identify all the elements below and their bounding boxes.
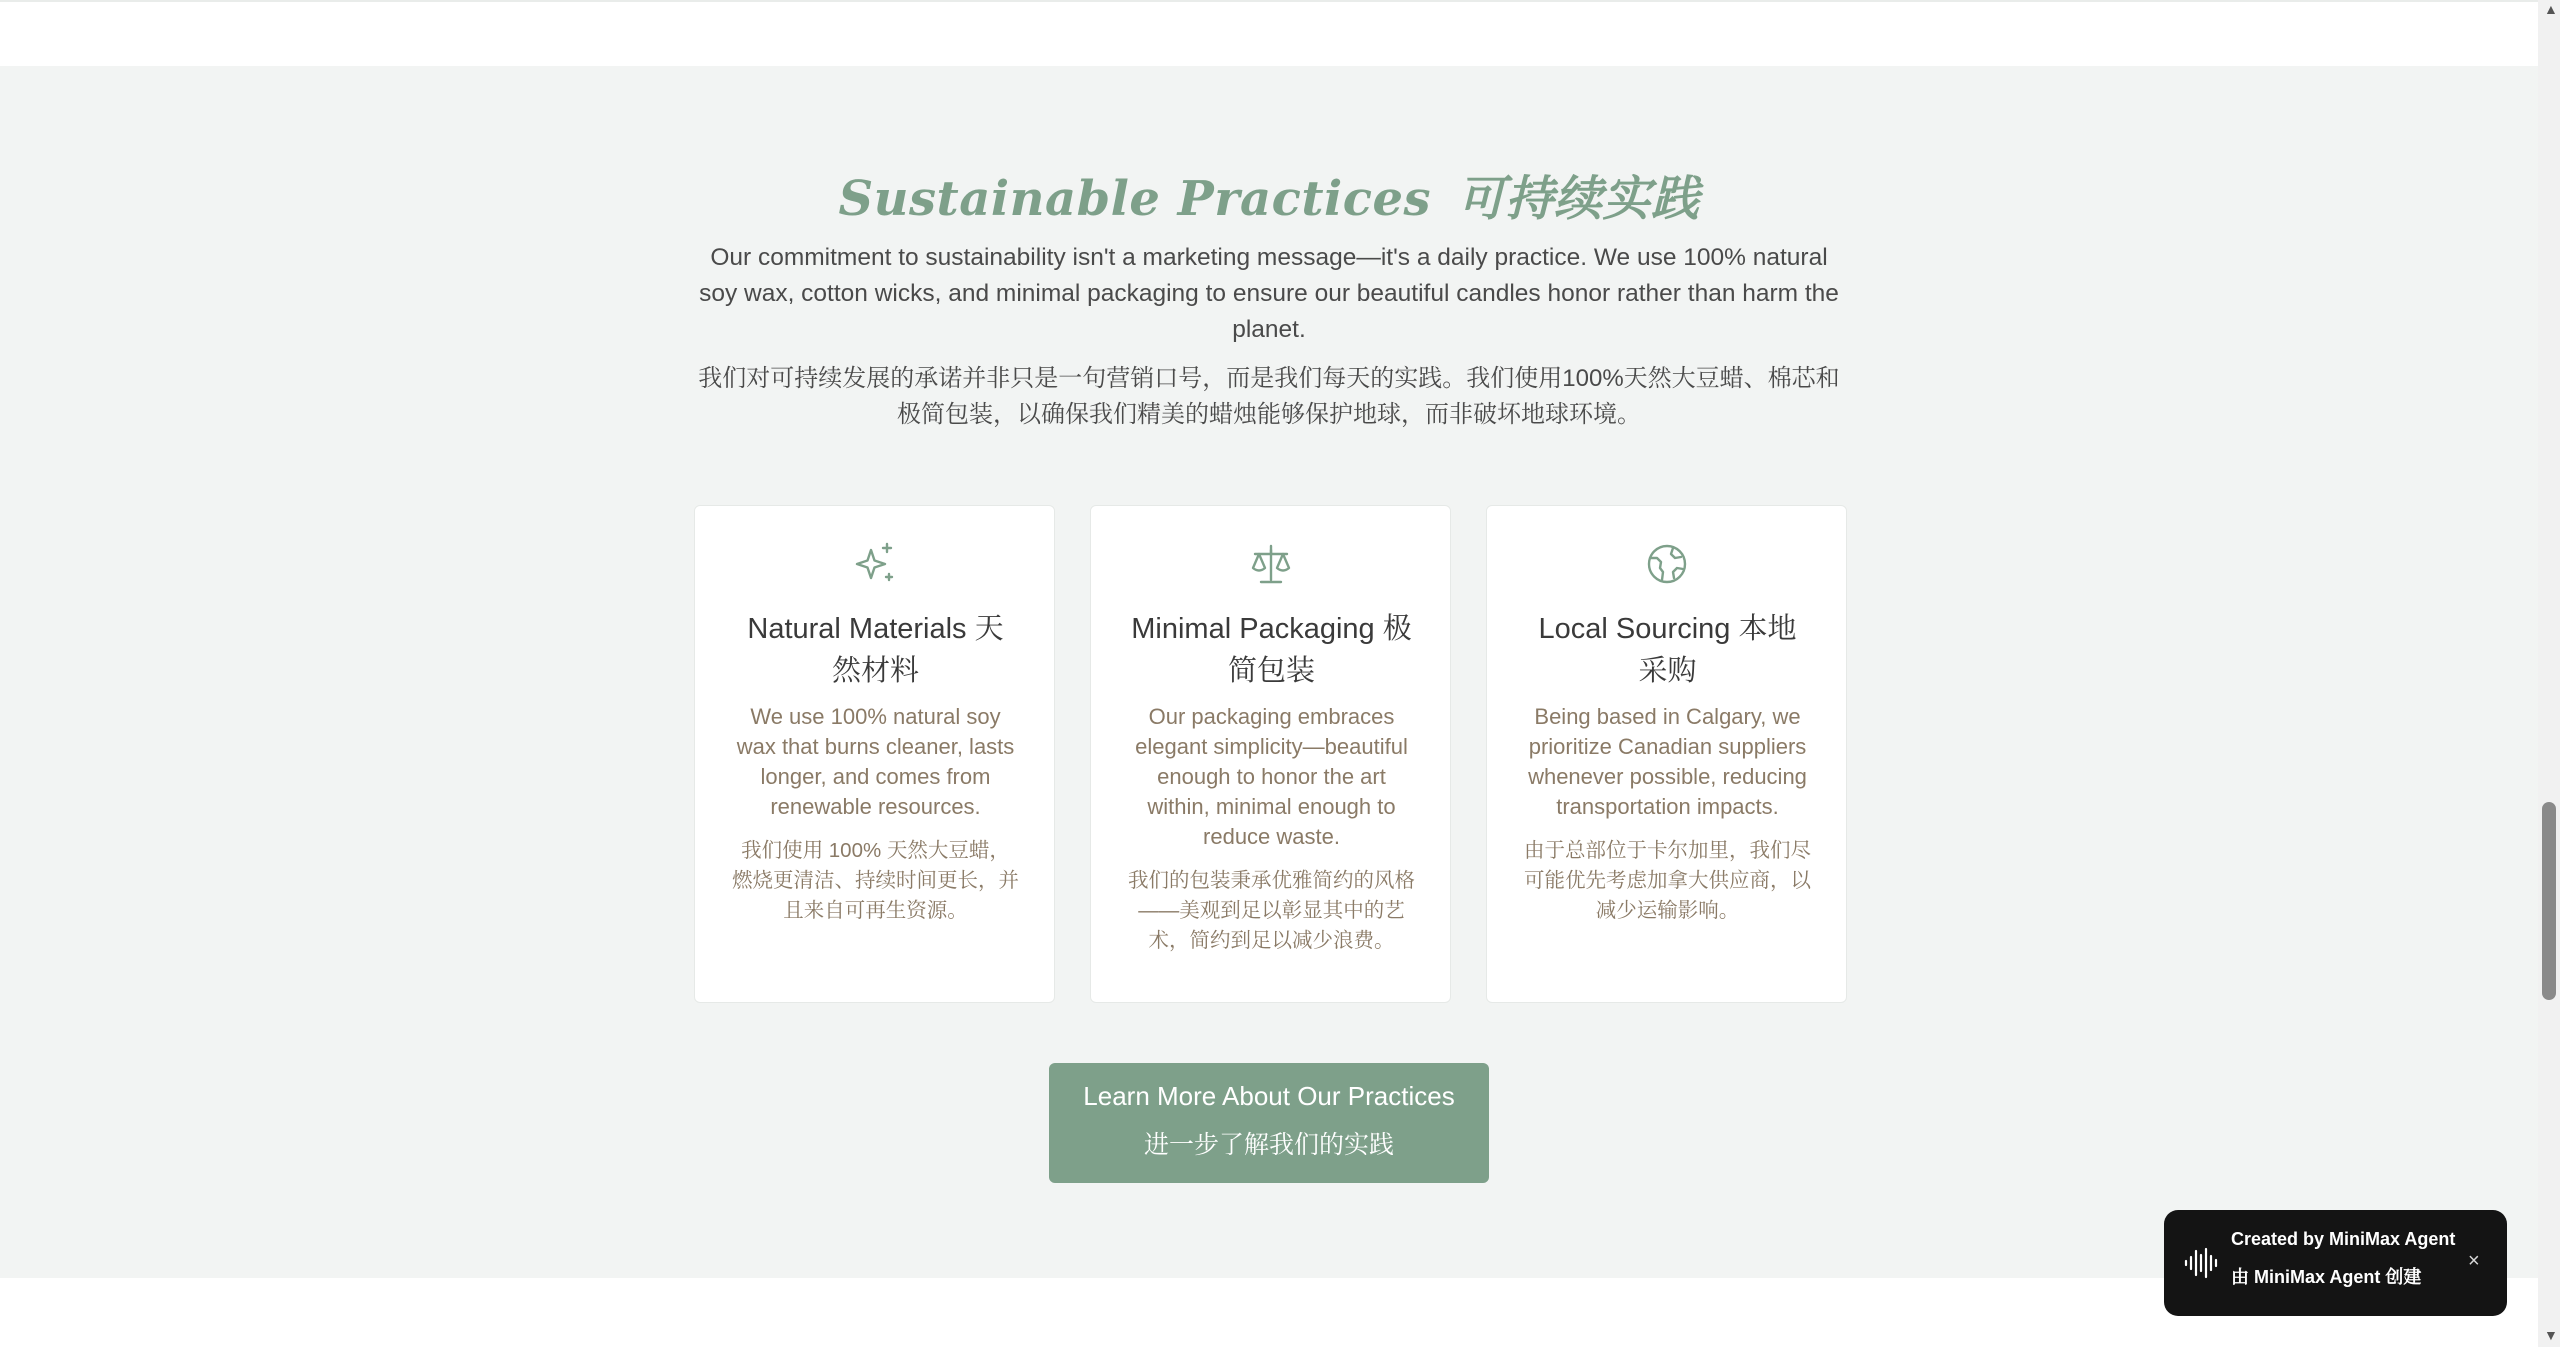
card-description-cn: 我们使用 100% 天然大豆蜡，燃烧更清洁、持续时间更长，并且来自可再生资源。: [732, 839, 1019, 922]
audio-wave-icon: [2184, 1247, 2220, 1279]
scrollbar-thumb[interactable]: [2542, 802, 2556, 1000]
card-title: Natural Materials 天然材料: [747, 613, 1004, 687]
learn-more-label-en: Learn More About Our Practices: [1083, 1081, 1455, 1111]
globe-icon: [1487, 540, 1846, 588]
section-title-en: Sustainable Practices: [838, 171, 1432, 227]
learn-more-label-cn: 进一步了解我们的实践: [1143, 1131, 1394, 1159]
next-section: [0, 1278, 2538, 1347]
minimax-agent-badge[interactable]: [2164, 1210, 2507, 1316]
section-title: [0, 160, 2538, 229]
learn-more-button[interactable]: [1049, 1063, 1489, 1183]
card-description-cn: 我们的包装秉承优雅简约的风格——美观到足以彰显其中的艺术，简约到足以减少浪费。: [1128, 869, 1415, 952]
card-description-cn: 由于总部位于卡尔加里，我们尽可能优先考虑加拿大供应商，以减少运输影响。: [1524, 839, 1811, 922]
card-title: Minimal Packaging 极简包装: [1131, 613, 1412, 687]
sparkle-icon: [695, 540, 1054, 588]
scroll-up-arrow-icon[interactable]: ▲: [2544, 1, 2558, 17]
scale-icon: [1091, 540, 1450, 588]
card-natural-materials: [694, 505, 1055, 1003]
intro-text-cn: 我们对可持续发展的承诺并非只是一句营销口号，而是我们每天的实践。我们使用100%天然大豆蜡、棉芯和极简包装，以确保我们精美的蜡烛能够保护地球，而非破坏地球环境。: [698, 365, 1840, 428]
vertical-scrollbar[interactable]: [2538, 0, 2560, 1347]
section-title-cn: 可持续实践: [1457, 171, 1700, 227]
previous-section: [0, 0, 2538, 66]
badge-line-en: Created by MiniMax Agent: [2231, 1229, 2456, 1249]
card-description-en: Being based in Calgary, we prioritize Canadian suppliers whenever possible, reducing transportation impacts.: [1528, 704, 1807, 819]
card-minimal-packaging: [1090, 505, 1451, 1003]
card-local-sourcing: [1486, 505, 1847, 1003]
badge-line-cn: 由 MiniMax Agent 创建: [2231, 1267, 2422, 1287]
intro-text-en: Our commitment to sustainability isn't a marketing message—it's a daily practice. We use 100% natural soy wax, cotton wicks, and minimal packaging to ensure our beautiful candles honor rather than harm the planet.: [699, 244, 1839, 343]
card-description-en: We use 100% natural soy wax that burns cleaner, lasts longer, and comes from renewable resources.: [736, 704, 1015, 819]
scroll-down-arrow-icon[interactable]: ▼: [2544, 1327, 2558, 1343]
card-title: Local Sourcing 本地采购: [1538, 613, 1797, 687]
close-icon[interactable]: ×: [2468, 1250, 2480, 1272]
card-description-en: Our packaging embraces elegant simplicity—beautiful enough to honor the art within, minimal enough to reduce waste.: [1135, 704, 1408, 849]
